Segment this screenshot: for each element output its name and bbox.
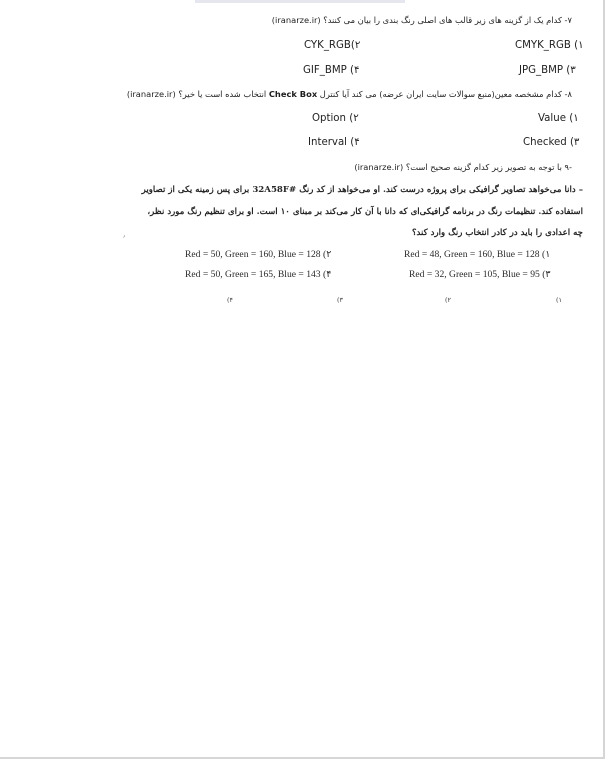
question-8-text-start: ۸- کدام مشخصه معین(منبع سوالات سایت ایران عرضه) می کند آیا کنترل — [317, 89, 572, 99]
question-9-option-1: Red = 48, Green = 160, Blue = 128 (۱ — [404, 249, 551, 260]
question-7-option-3: JPG_BMP (۳ — [519, 65, 576, 76]
question-8-option-2: Option (۲ — [312, 113, 359, 124]
question-8-option-4: Interval (۴ — [308, 137, 360, 148]
question-7-option-2: CYK_RGB(۲ — [304, 40, 361, 51]
footer-choice-2: (۲ — [445, 296, 452, 304]
footer-choice-1: (۱ — [556, 296, 563, 304]
footer-choice-4: (۴ — [227, 296, 234, 304]
question-8-option-1: Value (۱ — [538, 113, 579, 124]
question-9-option-2: Red = 50, Green = 160, Blue = 128 (۲ — [185, 249, 332, 260]
question-7-option-4: GIF_BMP (۴ — [303, 65, 360, 76]
question-8-text — [127, 89, 572, 99]
question-7-text: ۷- کدام یک از گزینه های زیر قالب های اصلی رنگ بندی را بیان می کنند؟ (iranarze.ir) — [271, 15, 572, 25]
question-9-body-line-1: – دانا می‌خواهد تصاویر گرافیکی برای پروژه درست کند. او می‌خواهد از کد رنگ #32A58F برای پس زمینه یکی از تصاویر — [141, 185, 583, 195]
top-border-strip — [195, 0, 405, 3]
question-8-text-end: انتخاب شده است یا خیر؟ (iranarze.ir) — [126, 89, 269, 99]
page-speck: ٫ — [123, 232, 125, 239]
question-9-body-line-3: چه اعدادی را باید در کادر انتخاب رنگ وارد کند؟ — [411, 228, 583, 238]
question-9-option-4: Red = 50, Green = 165, Blue = 143 (۴ — [185, 269, 332, 280]
question-9-body-line-2: استفاده کند. تنظیمات رنگ در برنامه گرافیکی‌ای که دانا با آن کار می‌کند بر مبنای ۱۰ است. او برای تنظیم رنگ مورد نظر، — [147, 207, 583, 217]
question-8-option-3: Checked (۳ — [523, 137, 580, 148]
question-9-option-3: Red = 32, Green = 105, Blue = 95 (۳ — [409, 269, 551, 280]
question-8-control-name: Check Box — [268, 89, 318, 99]
footer-choice-3: (۳ — [337, 296, 344, 304]
question-9-text: -۹ با توجه به تصویر زیر کدام گزینه صحیح است؟ (iranarze.ir) — [354, 162, 572, 172]
question-7-option-1: CMYK_RGB (۱ — [515, 40, 584, 51]
